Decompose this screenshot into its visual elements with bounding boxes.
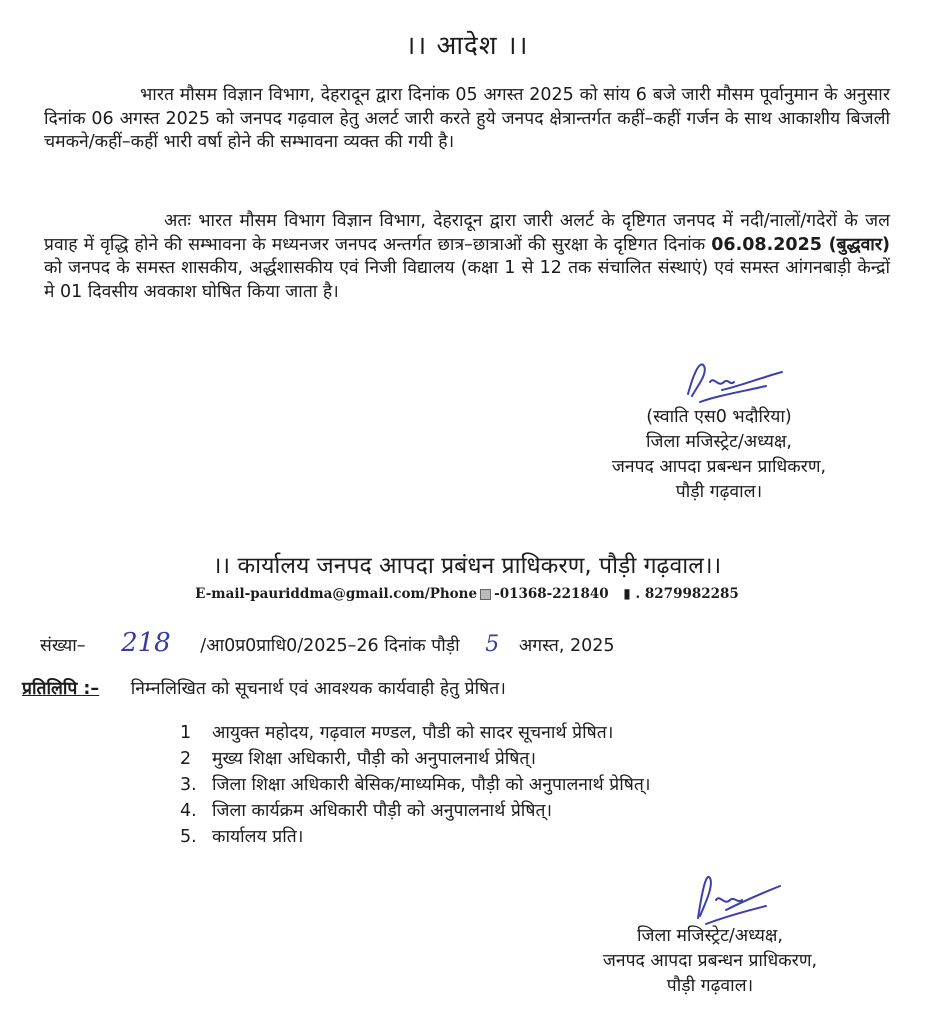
office-email: E-mail-pauriddma@gmail.com/Phone (195, 586, 478, 602)
reference-month-year: अगस्त, 2025 (518, 636, 615, 656)
item-text: कार्यालय प्रति। (212, 827, 304, 847)
item-number: 1 (180, 723, 192, 743)
recipient-list (180, 720, 651, 850)
phone-icon (480, 589, 491, 600)
reference-line (40, 628, 615, 658)
item-number: 2 (180, 749, 192, 769)
order-paragraph-2 (44, 210, 890, 304)
reference-day: 5 (485, 632, 500, 657)
signatory-authority: जनपद आपदा प्रबन्धन प्राधिकरण, (611, 457, 827, 477)
signatory-block-2 (560, 924, 860, 999)
order-paragraph-1: भारत मौसम विज्ञान विभाग, देहरादून द्वारा दिनांक 05 अगस्त 2025 को सांय 6 बजे जारी मौसम पूर्वानुमान के अनुसार दिनांक 06 अगस्त 2025 को जनपद गढ़वाल हेतु अलर्ट जारी करते हुये जनपद क्षेत्रान्तर्गत कहीं–कहीं गर्जन के साथ आकाशीय बिजली चमकने/कहीं–कहीं भारी वर्षा होने की सम्भावना व्यक्त की गयी है। (44, 85, 890, 152)
copy-line (22, 676, 506, 700)
signatory-block (594, 405, 844, 505)
item-text: जिला कार्यक्रम अधिकारी पौड़ी को अनुपालनार्थ प्रेषित्। (212, 801, 553, 821)
item-text: आयुक्त महोदय, गढ़वाल मण्डल, पौडी को सादर सूचनार्थ प्रेषित। (212, 723, 614, 743)
reference-label: संख्या– (40, 636, 86, 656)
list-item (180, 746, 651, 772)
list-item (180, 798, 651, 824)
order-paragraph-2-text: अतः भारत मौसम विभाग विज्ञान विभाग, देहरादून द्वारा जारी अलर्ट के दृष्टिगत जनपद में नदी/नालों/गदेरों के जल प्रवाह में वृद्धि होने की सम्भावना के मध्यनजर जनपद अन्तर्गत छात्र–छात्राओं की सुरक्षा के दृष्टिगत दिनांक (44, 211, 890, 255)
list-item (180, 772, 651, 798)
contact-line (0, 586, 934, 602)
signature-mark (670, 352, 790, 412)
office-phone: -01368-221840 (494, 586, 609, 602)
mobile-icon: ▮ (623, 586, 631, 602)
signatory-authority: जनपद आपदा प्रबन्धन प्राधिकरण, (602, 951, 818, 971)
office-title: ।। कार्यालय जनपद आपदा प्रबंधन प्राधिकरण, पौड़ी गढ़वाल।। (212, 553, 722, 579)
reference-number: 218 (121, 628, 171, 658)
copy-label: प्रतिलिपि :– (22, 679, 100, 699)
order-title: ।। आदेश ।। (405, 31, 529, 61)
item-text: जिला शिक्षा अधिकारी बेसिक/माध्यमिक, पौड़ी को अनुपालनार्थ प्रेषित्। (212, 775, 651, 795)
office-mobile: . 8279982285 (635, 586, 739, 602)
copy-intro: निम्नलिखित को सूचनार्थ एवं आवश्यक कार्यवाही हेतु प्रेषित। (130, 679, 506, 699)
holiday-date: 06.08.2025 (बुद्धवार) (711, 234, 890, 255)
order-paragraph-2-text-end: को जनपद के समस्त शासकीय, अर्द्धशासकीय एवं निजी विद्यालय (कक्षा 1 से 12 तक संचालित संस्थाएं) एवं समस्त आंगनबाड़ी केन्द्रों मे 01 दिवसीय अवकाश घोषित किया जाता है। (44, 258, 890, 302)
list-item (180, 824, 651, 850)
item-number: 5. (180, 827, 197, 847)
reference-code: /आ0प्र0प्राधि0/2025–26 दिनांक पौड़ी (200, 636, 460, 656)
item-number: 3. (180, 775, 197, 795)
list-item (180, 720, 651, 746)
signatory-designation: जिला मजिस्ट्रेट/अध्यक्ष, (645, 432, 792, 452)
signature-mark-2 (676, 862, 786, 932)
item-text: मुख्य शिक्षा अधिकारी, पौड़ी को अनुपालनार्थ प्रेषित्। (212, 749, 537, 769)
signatory-name: (स्वाति एस0 भदौरिया) (646, 407, 792, 427)
signatory-place: पौड़ी गढ़वाल। (666, 976, 754, 996)
item-number: 4. (180, 801, 197, 821)
signatory-place: पौड़ी गढ़वाल। (675, 482, 763, 502)
signatory-designation: जिला मजिस्ट्रेट/अध्यक्ष, (636, 926, 783, 946)
